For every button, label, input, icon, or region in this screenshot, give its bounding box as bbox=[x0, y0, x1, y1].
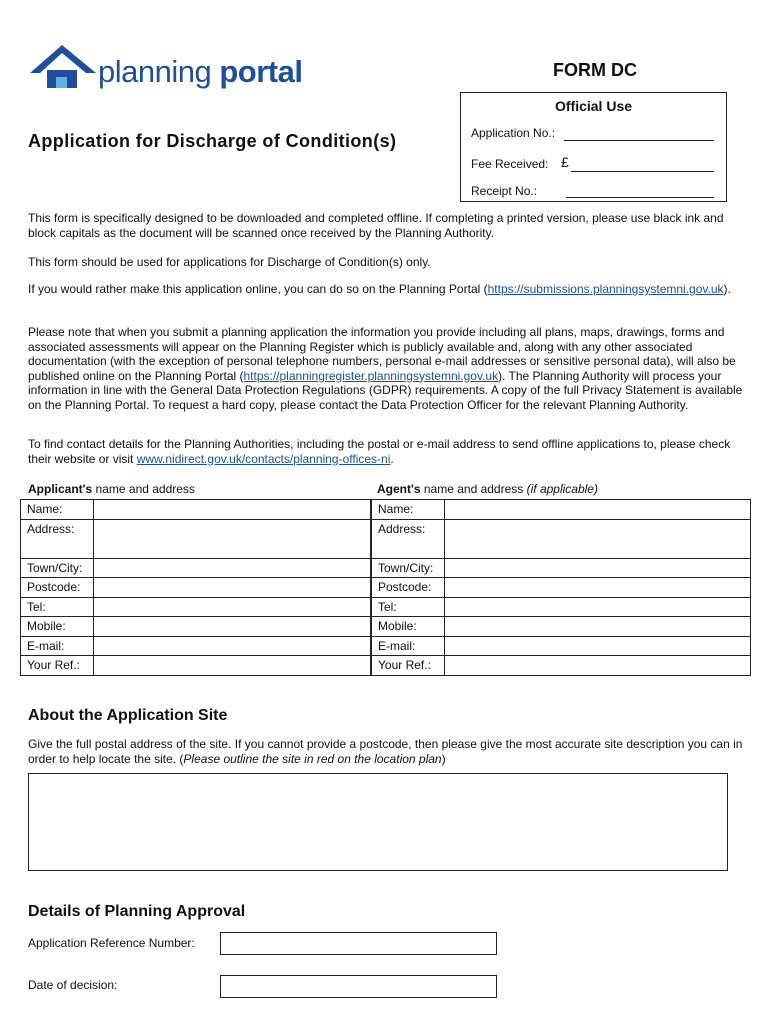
applicant-address-field[interactable] bbox=[94, 519, 371, 558]
agent-email-field[interactable] bbox=[445, 636, 751, 656]
agent-heading: Agent's name and address (if applicable) bbox=[377, 482, 598, 496]
application-ref-field[interactable] bbox=[220, 932, 497, 955]
agent-address-field[interactable] bbox=[445, 519, 751, 558]
decision-date-label: Date of decision: bbox=[28, 978, 118, 992]
table-row bbox=[21, 500, 371, 520]
table-row bbox=[372, 656, 751, 676]
applicant-name-label: Name: bbox=[21, 500, 94, 520]
applicant-ref-field[interactable] bbox=[94, 656, 371, 676]
agent-mobile-label: Mobile: bbox=[372, 617, 445, 637]
receipt-no-label: Receipt No.: bbox=[471, 184, 538, 198]
table-row bbox=[21, 578, 371, 598]
table-row bbox=[372, 597, 751, 617]
table-row bbox=[372, 519, 751, 558]
agent-name-label: Name: bbox=[372, 500, 445, 520]
logo-wordmark: planning portal bbox=[98, 54, 303, 89]
applicant-town-label: Town/City: bbox=[21, 558, 94, 578]
agent-tel-label: Tel: bbox=[372, 597, 445, 617]
decision-date-field[interactable] bbox=[220, 975, 497, 998]
table-row bbox=[372, 500, 751, 520]
receipt-no-line bbox=[566, 197, 714, 198]
applicant-email-field[interactable] bbox=[94, 636, 371, 656]
form-code: FORM DC bbox=[553, 60, 637, 80]
applicant-heading: Applicant's name and address bbox=[28, 482, 195, 496]
intro-paragraph-3: If you would rather make this application online, you can do so on the Planning Portal (https://submissions.planningsystemni.gov.uk). bbox=[28, 282, 731, 296]
agent-table bbox=[371, 499, 751, 676]
applicant-name-field[interactable] bbox=[94, 500, 371, 520]
applicant-mobile-label: Mobile: bbox=[21, 617, 94, 637]
site-section-heading: About the Application Site bbox=[28, 707, 228, 724]
agent-town-field[interactable] bbox=[445, 558, 751, 578]
fee-received-line bbox=[571, 171, 714, 172]
applicant-tel-field[interactable] bbox=[94, 597, 371, 617]
table-row bbox=[21, 519, 371, 558]
applicant-tel-label: Tel: bbox=[21, 597, 94, 617]
table-row bbox=[21, 617, 371, 637]
applicant-ref-label: Your Ref.: bbox=[21, 656, 94, 676]
table-row bbox=[21, 636, 371, 656]
agent-name-field[interactable] bbox=[445, 500, 751, 520]
intro-paragraph-1: This form is specifically designed to be downloaded and completed offline. If completing a printed version, please use black ink and block capitals as the document will be scanned once received by the Planning Authority. bbox=[28, 211, 724, 240]
intro-paragraph-5: To find contact details for the Planning Authorities, including the postal or e-mail address to send offline applications to, please check their website or visit www.nidirect.gov.uk/contacts/planning-offices-ni. bbox=[28, 437, 731, 466]
official-use-title: Official Use bbox=[554, 98, 633, 114]
agent-tel-field[interactable] bbox=[445, 597, 751, 617]
table-row bbox=[372, 558, 751, 578]
agent-mobile-field[interactable] bbox=[445, 617, 751, 637]
applicant-email-label: E-mail: bbox=[21, 636, 94, 656]
agent-postcode-label: Postcode: bbox=[372, 578, 445, 598]
table-row bbox=[21, 656, 371, 676]
intro-paragraph-2: This form should be used for applications for Discharge of Condition(s) only. bbox=[28, 255, 431, 269]
agent-town-label: Town/City: bbox=[372, 558, 445, 578]
agent-address-label: Address: bbox=[372, 519, 445, 558]
fee-received-label: Fee Received: bbox=[471, 157, 549, 171]
application-ref-label: Application Reference Number: bbox=[28, 936, 195, 950]
table-row bbox=[21, 558, 371, 578]
official-use-box bbox=[460, 92, 727, 202]
page-title: Application for Discharge of Condition(s) bbox=[28, 131, 397, 151]
fee-currency: £ bbox=[561, 154, 569, 170]
site-instructions: Give the full postal address of the site. If you cannot provide a postcode, then please give the most accurate site description you can in order to help locate the site. (Please outline the site in red on the location plan) bbox=[28, 737, 743, 766]
agent-ref-label: Your Ref.: bbox=[372, 656, 445, 676]
intro-paragraph-4: Please note that when you submit a planning application the information you provide including all plans, maps, drawings, forms and associated assessments will appear on the Planning Register which is publicly available and, along with any other associated documentation (with the exception of personal telephone numbers, personal e-mail addresses or sensitive personal data), will also be published online on the Planning Portal (https://planningregister.planningsystemni.gov.uk). The Planning Authority will process your information in line with the General Data Protection Regulations (GDPR) requirements. A copy of the full Privacy Statement is available on the Planning Portal. To request a hard copy, please contact the Data Protection Officer for the relevant Planning Authority. bbox=[28, 325, 743, 412]
planning-register-link[interactable]: https://planningregister.planningsystemni.gov.uk bbox=[243, 368, 499, 383]
submissions-link[interactable]: https://submissions.planningsystemni.gov.uk bbox=[487, 282, 724, 296]
table-row bbox=[372, 617, 751, 637]
table-row bbox=[372, 578, 751, 598]
applicant-town-field[interactable] bbox=[94, 558, 371, 578]
applicant-table bbox=[20, 499, 371, 676]
site-address-field[interactable] bbox=[28, 773, 728, 871]
applicant-mobile-field[interactable] bbox=[94, 617, 371, 637]
applicant-postcode-label: Postcode: bbox=[21, 578, 94, 598]
applicant-postcode-field[interactable] bbox=[94, 578, 371, 598]
applicant-address-label: Address: bbox=[21, 519, 94, 558]
agent-postcode-field[interactable] bbox=[445, 578, 751, 598]
application-no-label: Application No.: bbox=[471, 126, 556, 140]
nidirect-link[interactable]: www.nidirect.gov.uk/contacts/planning-offices-ni bbox=[136, 451, 391, 466]
table-row bbox=[21, 597, 371, 617]
table-row bbox=[372, 636, 751, 656]
agent-email-label: E-mail: bbox=[372, 636, 445, 656]
approval-section-heading: Details of Planning Approval bbox=[28, 903, 246, 920]
application-no-line bbox=[564, 140, 714, 141]
agent-ref-field[interactable] bbox=[445, 656, 751, 676]
